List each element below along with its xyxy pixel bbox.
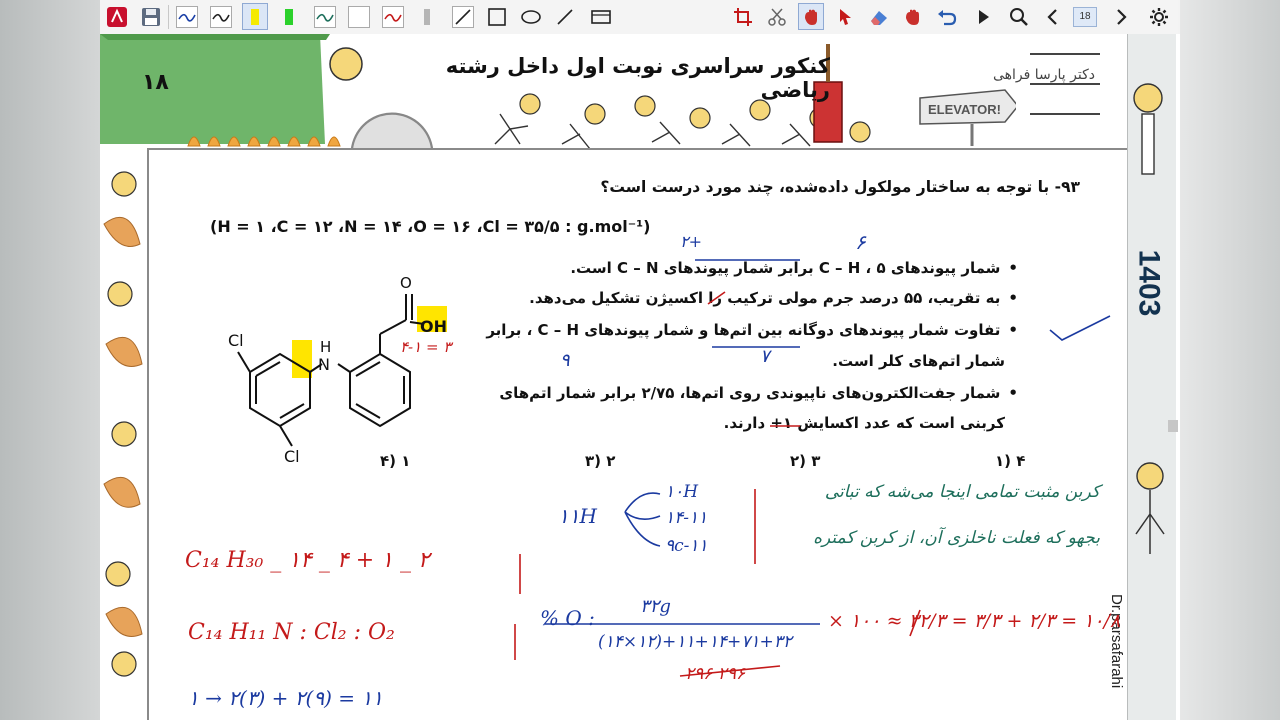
app-logo-icon[interactable]: [104, 3, 130, 30]
o-atom: O: [400, 274, 412, 292]
option-1[interactable]: ۱) ۴: [995, 452, 1026, 470]
ink-h-label: ۱۱H: [558, 504, 597, 528]
question-text: با توجه به ساختار مولکول داده‌شده، چند مورد درست است؟: [600, 178, 1050, 196]
eraser-icon[interactable]: [866, 3, 892, 30]
ink-denominator: (۱۴×۱۲)+۱۱+۱۴+۷۱+۳۲: [598, 632, 793, 652]
arrow-line-tool-icon[interactable]: [552, 3, 578, 30]
ink-persian-note-2: بجهو که فعلت ناخلزی آن، از کربن کمتره: [813, 528, 1100, 548]
crop-icon[interactable]: [730, 3, 756, 30]
statement-4: •شمار جفت‌الکترون‌های ناپیوندی روی اتم‌ها، ۲/۷۵ برابر شمار اتم‌های: [499, 384, 1018, 402]
molecule-structure: [210, 264, 470, 464]
frame-tool-icon[interactable]: [588, 3, 614, 30]
ink-h-branch-3: ۹c-۱۱: [665, 536, 708, 556]
statement-3-cont: شمار اتم‌های کلر است.: [832, 352, 1005, 370]
ink-calc-small: ۴-۱ = ۳: [400, 338, 452, 356]
ink-num-ch: ۲+: [680, 232, 702, 251]
line-tool-icon[interactable]: [450, 3, 476, 30]
option-2[interactable]: ۲) ۳: [790, 452, 821, 470]
exam-title: کنکور سراسری نوبت اول داخل رشته ریاضی: [445, 54, 830, 102]
option-3[interactable]: ۳) ۲: [585, 452, 616, 470]
rectangle-tool-icon[interactable]: [484, 3, 510, 30]
instagram-handle: Dr.parsafarahi: [1107, 594, 1125, 689]
pen-dark-icon[interactable]: [208, 3, 234, 30]
ink-formula-line: C₁₄ H₃₀ _ ۱۴ _ ۴ + ۱ _ ۲: [185, 548, 430, 573]
pointer-icon[interactable]: [832, 3, 858, 30]
scrollbar-thumb[interactable]: [1168, 420, 1178, 432]
molar-mass-data: (H = ۱ ،C = ۱۲ ،N = ۱۴ ،O = ۱۶ ،Cl = ۳۵/۵ : g.mol⁻¹): [210, 217, 651, 236]
clear-hand-icon[interactable]: [900, 3, 926, 30]
side-character-icon: [1126, 74, 1170, 184]
statement-3: •تفاوت شمار پیوندهای دوگانه بین اتم‌ها و شمار پیوندهای C – H ، برابر: [486, 321, 1018, 339]
question-number: ۹۳-: [1054, 178, 1080, 196]
ink-bonds-calc: ۱ → ۲(۳) + ۲(۹) = ۱۱: [188, 686, 383, 710]
ink-note-sixteen: ۲۹۶ ۲۹۶: [685, 664, 746, 684]
document-page: [100, 34, 1180, 720]
undo-icon[interactable]: [934, 3, 960, 30]
elevator-sign: ELEVATOR!: [928, 102, 1001, 117]
cl-atom-top: Cl: [228, 331, 244, 350]
save-icon[interactable]: [138, 3, 164, 30]
n-atom: N: [318, 355, 330, 374]
ink-percent: % O :: [540, 606, 595, 630]
side-character-2-icon: [1130, 454, 1170, 584]
ink-h-branch-2: ۱۴-۱۱: [665, 508, 708, 528]
pen-teal-icon[interactable]: [312, 3, 338, 30]
statement-1: •شمار پیوندهای C – H ، ۵ برابر شمار پیوندهای C – N است.: [570, 259, 1018, 277]
right-desktop-margin: [1180, 0, 1280, 720]
page-number: ۱۸: [142, 70, 169, 95]
ink-persian-note-1: کربن مثبت تمامی اینجا می‌شه که تباتی: [824, 482, 1100, 502]
pen-red-icon[interactable]: [380, 3, 406, 30]
chevron-right-icon[interactable]: [1108, 3, 1134, 30]
chevron-left-icon[interactable]: [1040, 3, 1066, 30]
annotation-toolbar: [100, 0, 1178, 35]
highlighter-green-icon[interactable]: [276, 3, 302, 30]
left-desktop-margin: [0, 0, 100, 720]
hand-pan-icon[interactable]: [798, 3, 824, 30]
ink-num-7: ۷: [760, 346, 770, 367]
statement-2: •به تقریب، ۵۵ درصد جرم مولی ترکیب را اکسیژن تشکیل می‌دهد.: [529, 289, 1018, 307]
page-indicator[interactable]: 18: [1072, 3, 1098, 30]
statement-4-cont: کربنی است که عدد اکسایش ۱+ دارند.: [723, 414, 1005, 432]
question-line: [590, 178, 1080, 196]
pen-white-icon[interactable]: [346, 3, 372, 30]
gear-icon[interactable]: [1146, 3, 1172, 30]
ink-num-6: ۶: [855, 230, 866, 254]
highlighter-yellow-icon[interactable]: [242, 3, 268, 30]
search-icon[interactable]: [1006, 3, 1032, 30]
oh-group: OH: [420, 317, 447, 336]
scissors-icon[interactable]: [764, 3, 790, 30]
ink-numerator: ۳۲g: [640, 596, 671, 617]
ellipse-tool-icon[interactable]: [518, 3, 544, 30]
logo-text: دکتر پارسا فراهی: [992, 67, 1095, 83]
pen-blue-icon[interactable]: [174, 3, 200, 30]
year-label: 1403: [1132, 249, 1165, 317]
option-4[interactable]: ۴) ۱: [380, 452, 411, 470]
play-icon[interactable]: [970, 3, 996, 30]
ink-result: × ۱۰۰ ≈ ۳۲/۳ = ۳/۳ + ۲/۳ = ۱۰/۸: [828, 610, 1121, 632]
ink-formula-2: C₁₄ H₁₁ N : Cl₂ : O₂: [188, 620, 395, 645]
cl-atom-bottom: Cl: [284, 447, 300, 464]
ink-num-9: ۹: [560, 350, 570, 371]
ink-h-branch-1: ۱۰H: [665, 482, 699, 502]
highlighter-gray-icon[interactable]: [414, 3, 440, 30]
left-border-art: [100, 144, 148, 720]
h-atom: H: [320, 338, 332, 356]
